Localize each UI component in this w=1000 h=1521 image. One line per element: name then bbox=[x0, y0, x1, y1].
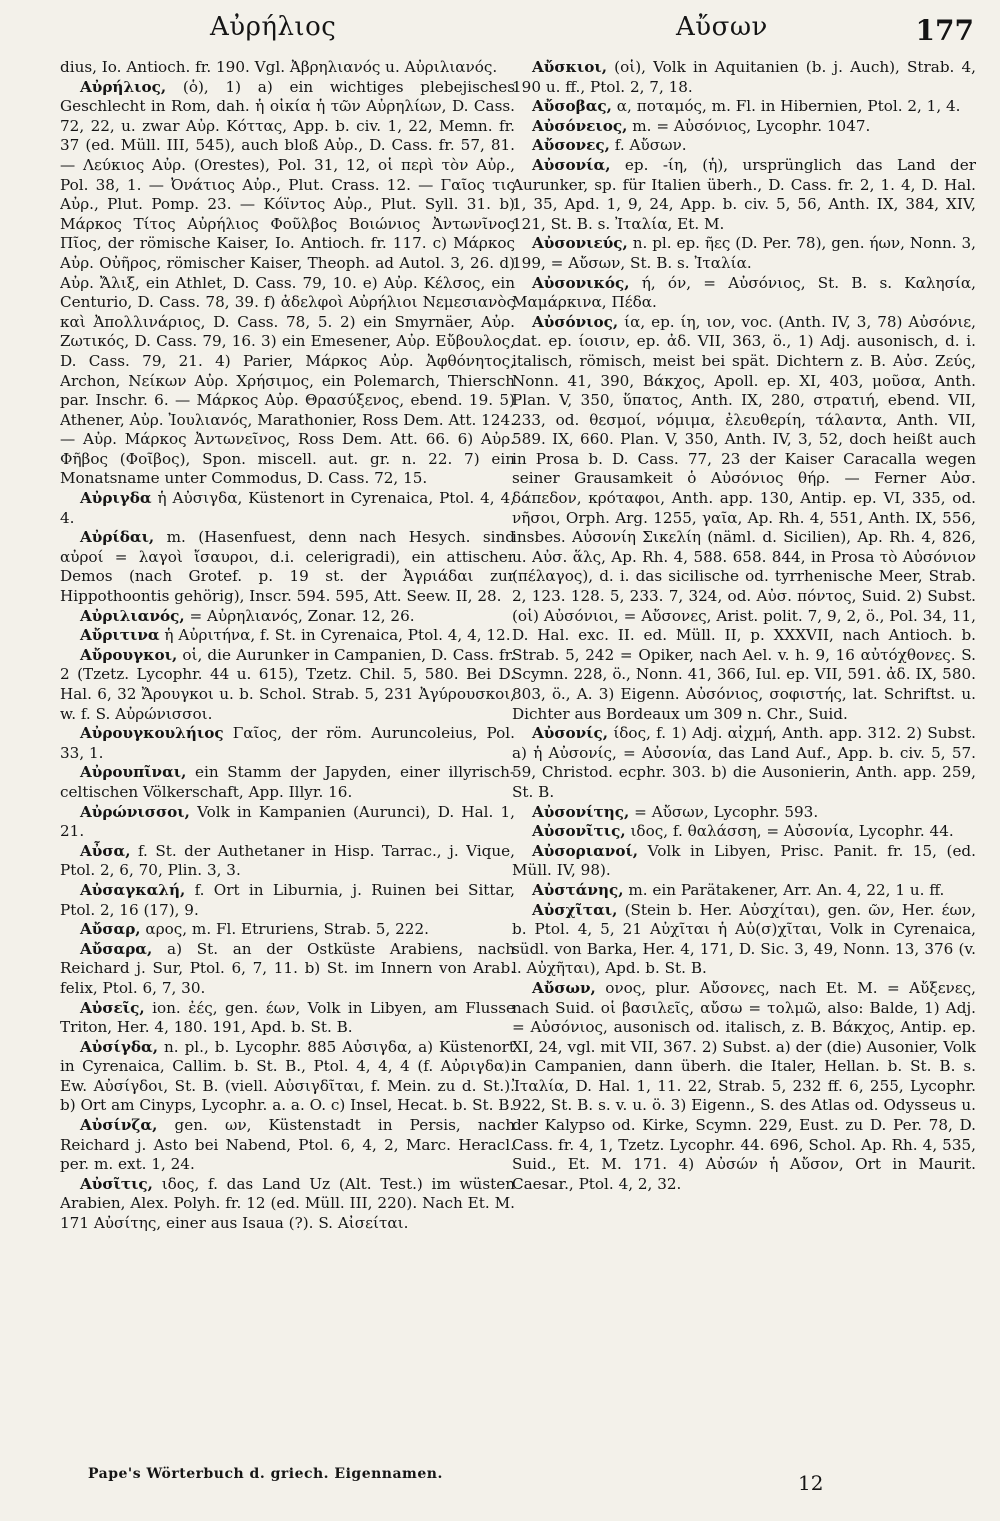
dictionary-entry bbox=[60, 489, 515, 528]
dictionary-entry bbox=[60, 803, 515, 842]
dictionary-entry bbox=[512, 97, 976, 117]
dictionary-entry bbox=[60, 528, 515, 606]
entry-text: (ὁ), 1) a) ein wichtiges plebejisches Geschlecht in Rom, dah. ἡ οἰκία ἡ τῶν Αὐρηλίων, D. Cass. 72, 22, u. zwar Αὐρ. Κόττας, App. b. civ. 1, 22, Memn. fr. 37 (ed. Müll. III, 545), auch bloß Αὐρ., D. Cass. fr. 57, 81. — Λεύκιος Αὐρ. (Orestes), Pol. 31, 12, οἱ περὶ τὸν Αὐρ., Pol. 38, 1. — Ὀνάτιος Αὐρ., Plut. Crass. 12. — Γαῖος τις Αὐρ., Plut. Pomp. 23. — Κόϊντος Αὐρ., Plut. Syll. 31. b) Μάρκος Τίτος Αὐρήλιος Φοῦλβος Βοιώνιος Ἀντωνῖνος Πῖος, der römische Kaiser, Io. Antioch. fr. 117. c) Μάρκος Αὐρ. Οὐῆρος, römischer Kaiser, Theoph. ad Autol. 3, 26. d) Αὐρ. Ἄλιξ, ein Athlet, D. Cass. 79, 10. e) Αὐρ. Κέλσος, ein Centurio, D. Cass. 78, 39. f) ἀδελφοὶ Αὐρήλιοι Νεμεσιανὸς καὶ Ἀπολλινάριος, D. Cass. 78, 5. 2) ein Smyrnäer, Αὐρ. Ζωτικός, D. Cass. 79, 16. 3) ein Emesener, Αὐρ. Εὔβουλος, D. Cass. 79, 21. 4) Parier, Μάρκος Αὐρ. Ἀφθόνητος, Archon, Νείκων Αὐρ. Χρήσιμος, ein Polemarch, Thiersch par. Inschr. 6. — Μάρκος Αὐρ. Θρασύξενος, ebend. 19. 5) Athener, Αὐρ. Ἰουλιανός, Marathonier, Ross Dem. Att. 124. — Αὐρ. Μάρκος Ἀντωνεῖνος, Ross Dem. Att. 66. 6) Αὐρ. Φῆβος (Φοῖβος), Spon. miscell. aut. gr. n. 22. 7) ein Monatsname unter Commodus, D. Cass. 72, 15. bbox=[60, 77, 515, 488]
entry-headword: Αὐσονῖτις, bbox=[532, 822, 626, 841]
entry-headword: Αὐρουγκουλήιος bbox=[80, 724, 224, 743]
entry-headword: Αὐσίγδα, bbox=[80, 1037, 158, 1056]
entry-text: ἡ Αὐσιγδα, Küstenort in Cyrenaica, Ptol. 4, 4, 4. bbox=[60, 489, 515, 527]
entry-headword: Αὔσοβας, bbox=[532, 97, 612, 116]
dictionary-entry bbox=[60, 999, 515, 1038]
entry-headword: Αὐσαγκαλή, bbox=[80, 880, 186, 899]
entry-text: ἡ Αὐριτήνα, f. St. in Cyrenaica, Ptol. 4, 4, 12. bbox=[159, 626, 511, 645]
dictionary-entry bbox=[60, 724, 515, 763]
header-right-guideword: Αὔσων bbox=[676, 12, 768, 42]
entry-text: ή, όν, = Αὐσόνιος, St. B. s. Καλησία, Μαμάρκινα, Πέδα. bbox=[512, 273, 976, 312]
dictionary-entry bbox=[512, 156, 976, 234]
entry-headword: Αὔρουγκοι, bbox=[80, 645, 178, 664]
entry-text: Volk in Kampanien (Aurunci), D. Hal. 1, 21. bbox=[60, 802, 515, 841]
dictionary-entry bbox=[512, 901, 976, 979]
entry-text: αρος, m. Fl. Etruriens, Strab. 5, 222. bbox=[140, 920, 429, 939]
entry-text: (οἱ), Volk in Aquitanien (b. j. Auch), Strab. 4, 190 u. ff., Ptol. 2, 7, 18. bbox=[512, 58, 976, 96]
entry-text: οἱ, die Aurunker in Campanien, D. Cass. fr. 2 (Tzetz. Lycophr. 44 u. 615), Tzetz. Chil. 5, 580. Bei D. Hal. 6, 32 Ἄρουγκοι u. b. Schol. Strab. 5, 231 Ἀγύρουσκοι, w. f. S. Αὐρώνισσοι. bbox=[60, 645, 515, 723]
entry-headword: Αὔσαρα, bbox=[80, 939, 153, 958]
dictionary-entry bbox=[60, 1116, 515, 1175]
dictionary-entry bbox=[60, 1038, 515, 1116]
page-header bbox=[58, 10, 974, 46]
entry-headword: Αὐρήλιος, bbox=[80, 77, 167, 96]
dictionary-entry bbox=[60, 842, 515, 881]
dictionary-entry bbox=[512, 117, 976, 137]
dictionary-entry bbox=[60, 626, 515, 646]
entry-text: ein Stamm der Japyden, einer illyrisch-celtischen Völkerschaft, App. Illyr. 16. bbox=[60, 763, 515, 801]
entry-text: f. St. der Authetaner in Hisp. Tarrac., j. Vique, Ptol. 2, 6, 70, Plin. 3, 3. bbox=[60, 841, 515, 880]
dictionary-entry bbox=[512, 313, 976, 724]
entry-text: ion. ἐές, gen. έων, Volk in Libyen, am Flusse Triton, Her. 4, 180. 191, Apd. b. St. B. bbox=[60, 998, 515, 1037]
entry-headword: Αὔσων, bbox=[532, 978, 596, 997]
dictionary-entry bbox=[60, 881, 515, 920]
dictionary-entry bbox=[60, 940, 515, 999]
entry-text: m. (Hasenfuest, denn nach Hesych. sind αὐροί = λαγοὶ ἴσαυροι, d.i. celerigradi), ein attischer Demos (nach Grotef. p. 19 st. der Ἀγριάδαι zur Hippothoontis gehörig), Inscr. 594. 595, Att. Seew. II, 28. bbox=[60, 528, 515, 606]
entry-headword: Αὐσονίτης, bbox=[532, 802, 630, 821]
entry-headword: Αὔριτινα bbox=[80, 626, 160, 645]
right-column bbox=[512, 58, 976, 1443]
entry-headword: Αὐσοριανοί, bbox=[532, 841, 639, 860]
dictionary-entry bbox=[60, 920, 515, 940]
entry-headword: Αὔσκιοι, bbox=[532, 58, 608, 76]
entry-headword: Αὐσεῖς, bbox=[80, 998, 145, 1017]
entry-headword: Αὐστάνης, bbox=[532, 880, 624, 899]
entry-headword: Αὐριλιανός, bbox=[80, 606, 185, 625]
entry-headword: Αὔσαρ, bbox=[80, 920, 141, 939]
entry-text: m. = Αὐσόνιος, Lycophr. 1047. bbox=[627, 116, 871, 135]
dictionary-entry bbox=[512, 136, 976, 156]
entry-text: n. pl., b. Lycophr. 885 Αὐσιγδα, a) Küstenort in Cyrenaica, Callim. b. St. B., Ptol. 4, 4, 4 (f. Αὐριγδα). Ew. Αὐσίγδοι, St. B. (viell. Αὐσιγδῖται, f. Mein. zu d. St.). b) Ort am Cinyps, Lycophr. a. a. O. c) Insel, Hecat. b. St. B. bbox=[60, 1037, 515, 1115]
entry-headword: Αὐσονίς, bbox=[532, 724, 609, 743]
dictionary-entry bbox=[512, 58, 976, 97]
entry-text: Volk in Libyen, Prisc. Panit. fr. 15, (ed. Müll. IV, 98). bbox=[512, 841, 976, 880]
dictionary-entry bbox=[512, 822, 976, 842]
entry-text: ep. -ίη, (ἡ), ursprünglich das Land der Aurunker, sp. für Italien überh., D. Cass. fr. 2, 1. 4, D. Hal. 1, 35, Apd. 1, 9, 24, App. b. civ. 5, 56, Anth. IX, 384, XIV, 121, St. B. s. Ἰταλία, Et. M. bbox=[512, 155, 976, 233]
dictionary-entry bbox=[60, 607, 515, 627]
dictionary-entry bbox=[512, 234, 976, 273]
dictionary-entry bbox=[512, 979, 976, 1195]
entry-text: ιδος, f. θαλάσση, = Αὐσονία, Lycophr. 44. bbox=[625, 822, 954, 841]
entry-headword: Αὐσόνιος, bbox=[532, 312, 619, 331]
dictionary-entry bbox=[512, 803, 976, 823]
page-number: 177 bbox=[915, 14, 974, 47]
left-column bbox=[60, 58, 515, 1443]
entry-headword: Αὐριγδα bbox=[80, 489, 152, 508]
entry-text: n. pl. ep. ῆες (D. Per. 78), gen. ήων, Nonn. 3, 199, = Αὔσων, St. B. s. Ἰταλία. bbox=[512, 234, 976, 272]
entry-text: a) St. an der Ostküste Arabiens, nach Reichard j. Sur, Ptol. 6, 7, 11. b) St. im Innern von Arab. felix, Ptol. 6, 7, 30. bbox=[60, 939, 515, 997]
header-left-guideword: Αὐρήλιος bbox=[210, 12, 337, 42]
dictionary-entry bbox=[60, 78, 515, 489]
entry-text: gen. ων, Küstenstadt in Persis, nach Reichard j. Asto bei Nabend, Ptol. 6, 4, 2, Marc. Heracl. per. m. ext. 1, 24. bbox=[60, 1116, 515, 1174]
entry-headword: Αὐσίνζα, bbox=[80, 1116, 158, 1135]
entry-headword: Αὐσονιεύς, bbox=[532, 234, 628, 253]
entry-headword: Αὐσχῖται, bbox=[532, 900, 618, 919]
entry-headword: Αὐρώνισσοι, bbox=[80, 802, 190, 821]
entry-headword: Αὖσα, bbox=[80, 841, 131, 860]
entry-headword: Αὐσῖτις, bbox=[80, 1174, 153, 1193]
entry-headword: Αὐσονία, bbox=[532, 155, 611, 174]
entry-headword: Αὐρίδαι, bbox=[80, 528, 155, 547]
dictionary-entry bbox=[512, 842, 976, 881]
entry-text: ία, ep. ίη, ιον, voc. (Anth. IV, 3, 78) Αὐσόνιε, dat. ep. ίοισιν, ep. ἀδ. VII, 363, ö., 1) Adj. ausonisch, d. i. italisch, römisch, meist bei spät. Dichtern z. B. Αὐσ. Ζεύς, Nonn. 41, 390, Βάκχος, Apoll. ep. XI, 403, μοῦσα, Anth. Plan. V, 350, ὕπατος, Anth. IX, 280, στρατιή, ebend. VII, 233, od. θεσμοί, νόμιμα, ἐλευθερίη, τάλαντα, Anth. VII, 589. IX, 660. Plan. V, 350, Anth. IV, 3, 52, doch heißt auch in Prosa b. D. Cass. 77, 23 der Kaiser Caracalla wegen seiner Grausamkeit ὁ Αὐσόνιος θήρ. — Ferner Αὐσ. δάπεδον, κρόταφοι, Anth. app. 130, Antip. ep. VI, 335, od. νῆσοι, Orph. Arg. 1255, γαῖα, Ap. Rh. 4, 551, Anth. IX, 556, insbes. Αὐσονίη Σικελίη (näml. d. Sicilien), Ap. Rh. 4, 826, u. Αὐσ. ἅλς, Ap. Rh. 4, 588. 658. 844, in Prosa τὸ Αὐσόνιον (πέλαγος), d. i. das sicilische od. tyrrhenische Meer, Strab. 2, 123. 128. 5, 233. 7, 324, od. Αὐσ. πόντος, Suid. 2) Subst. (οἱ) Αὐσόνιοι, = Αὔσονες, Arist. polit. 7, 9, 2, ö., Pol. 34, 11, D. Hal. exc. II. ed. Müll. II, p. XXXVII, nach Antioch. b. Strab. 5, 242 = Opiker, nach Ael. v. h. 9, 16 αὐτόχθονες. S. Scymn. 228, ö., Nonn. 41, 366, Iul. ep. VII, 591. ἀδ. IX, 580. 803, ö., A. 3) Eigenn. Αὐσόνιος, σοφιστής, lat. Schriftst. u. Dichter aus Bordeaux um 309 n. Chr., Suid. bbox=[512, 312, 976, 723]
entry-text: f. Ort in Liburnia, j. Ruinen bei Sittar, Ptol. 2, 16 (17), 9. bbox=[60, 880, 515, 919]
dictionary-entry bbox=[512, 881, 976, 901]
entry-text: Γαῖος, der röm. Auruncoleius, Pol. 33, 1. bbox=[60, 724, 515, 762]
entry-text: ίδος, f. 1) Adj. αἰχμή, Anth. app. 312. 2) Subst. a) ἡ Αὐσονίς, = Αὐσονία, das Land Auf., App. b. civ. 5, 57. 59, Christod. ecphr. 303. b) die Ausonierin, Anth. app. 259, St. B. bbox=[512, 724, 976, 801]
dictionary-entry bbox=[60, 763, 515, 802]
dictionary-entry bbox=[512, 724, 976, 802]
entry-headword: Αὐρουπῖναι, bbox=[80, 763, 187, 782]
entry-headword: Αὐσονικός, bbox=[532, 273, 630, 292]
dictionary-entry bbox=[512, 274, 976, 313]
entry-text: ονος, plur. Αὔσονες, nach Et. M. = Αὔξενες, nach Suid. οἱ βασιλεῖς, αὔσω = τολμῶ, also: Balde, 1) Adj. = Αὐσόνιος, ausonisch od. italisch, z. B. Βάκχος, Antip. ep. XI, 24, vgl. mit VII, 367. 2) Subst. a) der (die) Ausonier, Volk in Campanien, dann überh. die Italer, Hellan. b. St. B. s. Ἰταλία, D. Hal. 1, 11. 22, Strab. 5, 232 ff. 6, 255, Lycophr. 922, St. B. s. v. u. ö. 3) Eigenn., S. des Atlas od. Odysseus u. der Kalypso od. Kirke, Scymn. 229, Eust. zu D. Per. 78, D. Cass. fr. 4, 1, Tzetz. Lycophr. 44. 696, Schol. Ap. Rh. 4, 535, Suid., Et. M. 171. 4) Αὐσών ἡ Αὔσον, Ort in Maurit. Caesar., Ptol. 4, 2, 32. bbox=[512, 978, 976, 1193]
entry-text: α, ποταμός, m. Fl. in Hibernien, Ptol. 2, 1, 4. bbox=[611, 97, 961, 116]
entry-text: = Αὔσων, Lycophr. 593. bbox=[629, 802, 819, 821]
entry-text: f. Αὔσων. bbox=[609, 136, 687, 155]
entry-headword: Αὐσόνειος, bbox=[532, 116, 628, 135]
signature-mark: 12 bbox=[798, 1471, 824, 1495]
entry-text: dius, Io. Antioch. fr. 190. Vgl. Ἀβρηλιανός u. Αὐριλιανός. bbox=[60, 58, 498, 76]
dictionary-entry bbox=[60, 646, 515, 724]
dictionary-entry bbox=[60, 58, 515, 78]
entry-text: = Αὐρηλιανός, Zonar. 12, 26. bbox=[184, 606, 415, 625]
entry-text: (Stein b. Her. Αὐσχίται), gen. ῶν, Her. έων, b. Ptol. 4, 5, 21 Αὐχῖται ἡ Αὐ(σ)χῖται, Volk in Cyrenaica, südl. von Barka, Her. 4, 171, D. Sic. 3, 49, Nonn. 13, 376 (v. l. Αὐχῆται), Apd. b. St. B. bbox=[512, 900, 976, 978]
footer-note: Pape's Wörterbuch d. griech. Eigennamen. bbox=[88, 1466, 443, 1482]
dictionary-entry bbox=[60, 1175, 515, 1234]
entry-text: m. ein Parätakener, Arr. An. 4, 22, 1 u. ff. bbox=[623, 880, 945, 899]
entry-headword: Αὔσονες, bbox=[532, 136, 610, 155]
entry-text: ιδος, f. das Land Uz (Alt. Test.) im wüsten Arabien, Alex. Polyh. fr. 12 (ed. Müll. III, 220). Nach Et. M. 171 Αὐσίτης, einer aus Isaua (?). S. Αἰσείται. bbox=[60, 1174, 515, 1233]
